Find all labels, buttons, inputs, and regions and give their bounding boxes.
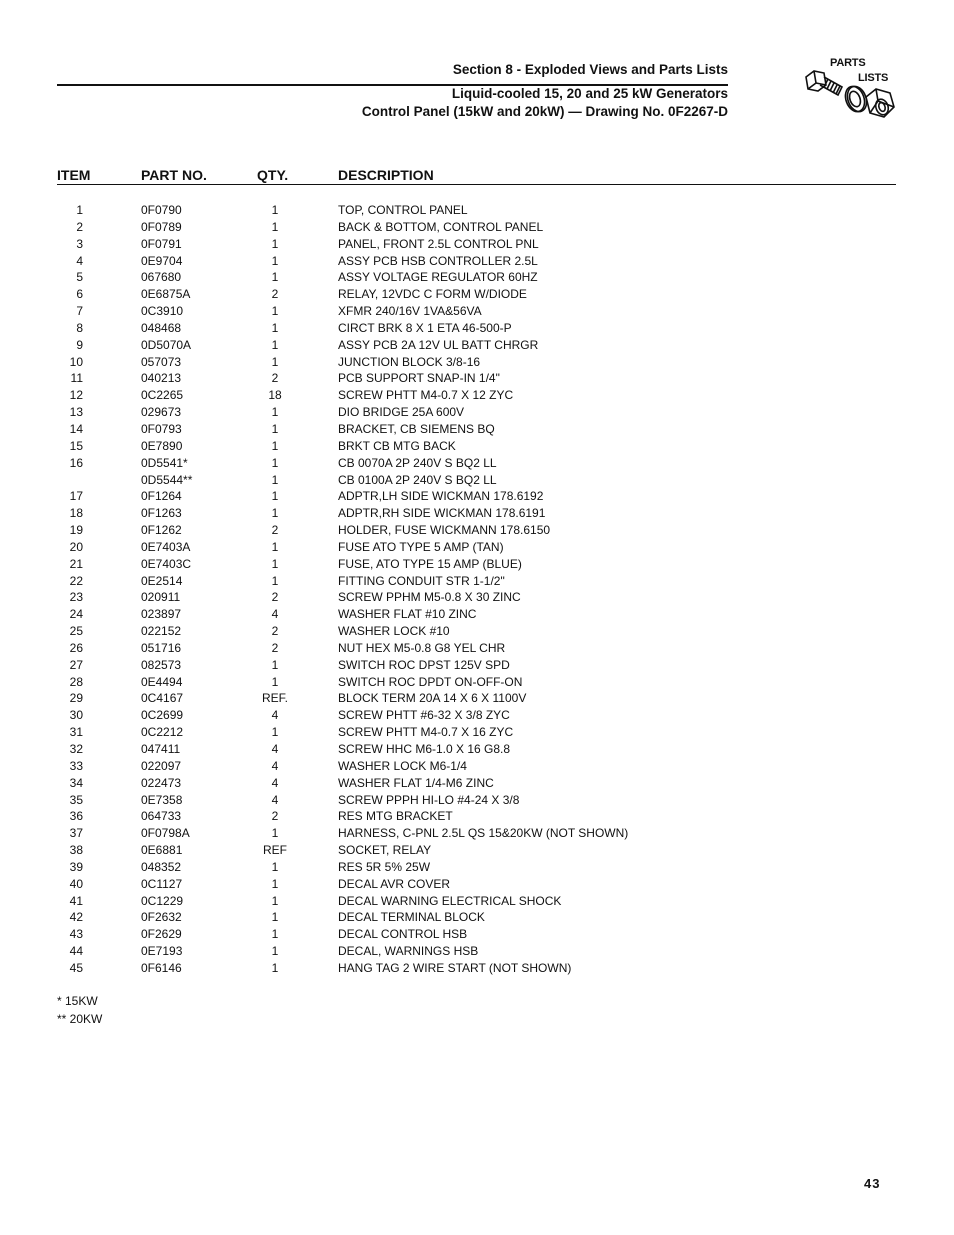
row-item-number: 27 xyxy=(69,657,83,672)
table-row xyxy=(0,370,954,387)
row-part-number: 0C2699 xyxy=(141,708,184,723)
page-number: 43 xyxy=(864,1176,881,1191)
row-description: TOP, CONTROL PANEL xyxy=(338,203,468,217)
row-description: WASHER FLAT #10 ZINC xyxy=(338,607,477,622)
logo-text-lists: LISTS xyxy=(858,72,889,84)
row-quantity: 1 xyxy=(271,573,279,588)
row-quantity: 1 xyxy=(271,489,279,504)
row-description: BLOCK TERM 20A 14 X 6 X 1100V xyxy=(338,691,527,706)
row-quantity: 1 xyxy=(271,960,279,975)
table-row xyxy=(0,589,954,606)
row-part-number: 0C4167 xyxy=(141,691,184,706)
row-part-number: 0F6146 xyxy=(141,960,182,975)
row-quantity: 1 xyxy=(271,876,279,891)
column-header-rule xyxy=(57,184,896,185)
row-quantity: 1 xyxy=(271,455,279,470)
row-part-number: 0F1264 xyxy=(141,489,182,504)
table-row xyxy=(0,674,954,691)
row-quantity: 4 xyxy=(271,792,279,807)
table-row xyxy=(0,303,954,320)
table-row xyxy=(0,387,954,404)
table-row xyxy=(0,505,954,522)
row-description: RES 5R 5% 25W xyxy=(338,859,431,874)
row-quantity: 1 xyxy=(271,219,279,234)
table-row xyxy=(0,320,954,337)
table-row xyxy=(0,606,954,623)
table-row xyxy=(0,909,954,926)
row-part-number: 0D5070A xyxy=(141,337,192,352)
row-quantity: 1 xyxy=(271,725,279,740)
table-row xyxy=(0,404,954,421)
row-part-number: 067680 xyxy=(141,270,182,285)
row-description: BRACKET, CB SIEMENS BQ xyxy=(338,421,495,436)
row-part-number: 0D5544** xyxy=(141,472,193,487)
table-row xyxy=(0,960,954,977)
row-item-number: 15 xyxy=(69,438,83,453)
row-quantity: 2 xyxy=(271,590,279,605)
row-description: BACK & BOTTOM, CONTROL PANEL xyxy=(338,219,544,234)
row-part-number: 0E4494 xyxy=(141,674,183,689)
row-quantity: 1 xyxy=(271,421,279,436)
row-quantity: 1 xyxy=(271,927,279,942)
row-description: PCB SUPPORT SNAP-IN 1/4" xyxy=(338,371,500,386)
row-item-number: 18 xyxy=(69,506,83,521)
row-quantity: 1 xyxy=(271,674,279,689)
row-description: DECAL AVR COVER xyxy=(338,876,451,891)
row-part-number: 0D5541* xyxy=(141,455,188,470)
row-item-number: 1 xyxy=(76,203,83,217)
row-quantity: 1 xyxy=(271,270,279,285)
row-quantity: 2 xyxy=(271,624,279,639)
table-row xyxy=(0,438,954,455)
table-row xyxy=(0,202,954,219)
row-quantity: 1 xyxy=(271,405,279,420)
row-description: HANG TAG 2 WIRE START (NOT SHOWN) xyxy=(338,960,572,975)
row-part-number: 029673 xyxy=(141,405,182,420)
row-quantity: 2 xyxy=(271,523,279,538)
table-row xyxy=(0,707,954,724)
row-quantity: 2 xyxy=(271,640,279,655)
column-header-description: DESCRIPTION xyxy=(338,167,434,183)
row-quantity: 1 xyxy=(271,657,279,672)
table-row xyxy=(0,286,954,303)
row-part-number: 020911 xyxy=(141,590,181,605)
row-part-number: 022152 xyxy=(141,624,182,639)
row-part-number: 0F0793 xyxy=(141,421,182,436)
row-item-number: 42 xyxy=(69,910,83,925)
column-header-qty: QTY. xyxy=(257,167,289,183)
row-part-number: 064733 xyxy=(141,809,182,824)
row-quantity: 1 xyxy=(271,556,279,571)
table-row xyxy=(0,859,954,876)
row-quantity: 1 xyxy=(271,304,279,319)
table-row xyxy=(0,792,954,809)
row-quantity: 4 xyxy=(271,742,279,756)
row-description: SCREW PHTT M4-0.7 X 12 ZYC xyxy=(338,388,514,403)
row-description: RELAY, 12VDC C FORM W/DIODE xyxy=(338,287,527,302)
row-description: SCREW HHC M6-1.0 X 16 G8.8 xyxy=(338,742,511,756)
row-part-number: 023897 xyxy=(141,607,182,622)
row-item-number: 20 xyxy=(69,539,83,554)
row-item-number: 3 xyxy=(76,236,83,251)
table-row xyxy=(0,943,954,960)
row-description: SCREW PPHM M5-0.8 X 30 ZINC xyxy=(338,590,521,605)
row-item-number: 5 xyxy=(76,270,83,285)
row-item-number: 23 xyxy=(69,590,83,605)
row-item-number: 14 xyxy=(69,421,83,436)
row-item-number: 4 xyxy=(76,253,83,268)
table-row xyxy=(0,354,954,371)
table-row xyxy=(0,488,954,505)
row-description: WASHER LOCK #10 xyxy=(338,624,450,639)
row-item-number: 44 xyxy=(69,944,83,959)
table-row xyxy=(0,472,954,489)
row-item-number: 36 xyxy=(69,809,83,824)
row-quantity: 1 xyxy=(271,438,279,453)
row-description: ASSY PCB 2A 12V UL BATT CHRGR xyxy=(338,337,539,352)
row-item-number: 35 xyxy=(69,792,83,807)
row-item-number: 26 xyxy=(69,640,83,655)
row-description: CB 0070A 2P 240V S BQ2 LL xyxy=(338,455,497,470)
row-part-number: 0E6881 xyxy=(141,843,183,858)
row-description: NUT HEX M5-0.8 G8 YEL CHR xyxy=(338,640,506,655)
row-part-number: 0F2632 xyxy=(141,910,182,925)
table-row xyxy=(0,455,954,472)
row-part-number: 082573 xyxy=(141,657,182,672)
row-item-number: 22 xyxy=(69,573,83,588)
row-description: WASHER LOCK M6-1/4 xyxy=(338,758,467,773)
row-quantity: 1 xyxy=(271,944,279,959)
table-row xyxy=(0,219,954,236)
row-description: DECAL WARNING ELECTRICAL SHOCK xyxy=(338,893,562,908)
table-row xyxy=(0,556,954,573)
table-row xyxy=(0,421,954,438)
row-description: SCREW PHTT M4-0.7 X 16 ZYC xyxy=(338,725,514,740)
row-quantity: REF. xyxy=(261,691,288,706)
section-title: Section 8 - Exploded Views and Parts Lists xyxy=(452,62,728,77)
row-quantity: 1 xyxy=(271,337,279,352)
row-description: ASSY VOLTAGE REGULATOR 60HZ xyxy=(338,270,538,285)
row-description: FUSE, ATO TYPE 15 AMP (BLUE) xyxy=(338,556,522,571)
row-item-number: 9 xyxy=(76,337,83,352)
row-item-number: 30 xyxy=(69,708,83,723)
row-description: JUNCTION BLOCK 3/8-16 xyxy=(338,354,481,369)
row-part-number: 0C2212 xyxy=(141,725,184,740)
row-item-number: 25 xyxy=(69,624,83,639)
row-description: SWITCH ROC DPDT ON-OFF-ON xyxy=(338,674,523,689)
row-quantity: 2 xyxy=(271,287,279,302)
row-item-number: 38 xyxy=(69,843,83,858)
row-item-number: 40 xyxy=(69,876,83,891)
row-item-number: 17 xyxy=(69,489,83,504)
table-row xyxy=(0,236,954,253)
row-part-number: 0C1127 xyxy=(141,876,183,891)
row-part-number: 0E9704 xyxy=(141,253,183,268)
row-part-number: 048468 xyxy=(141,320,182,335)
row-item-number: 29 xyxy=(69,691,83,706)
row-quantity: 18 xyxy=(268,388,282,403)
row-part-number: 022473 xyxy=(141,775,182,790)
row-quantity: 4 xyxy=(271,708,279,723)
row-item-number: 45 xyxy=(69,960,83,975)
row-part-number: 040213 xyxy=(141,371,182,386)
row-item-number: 12 xyxy=(69,388,83,403)
column-header-item: ITEM xyxy=(57,167,91,183)
row-quantity: 1 xyxy=(271,506,279,521)
row-item-number: 21 xyxy=(69,556,83,571)
row-item-number: 24 xyxy=(69,607,83,622)
table-row xyxy=(0,657,954,674)
row-quantity: 1 xyxy=(271,236,279,251)
table-row xyxy=(0,758,954,775)
row-description: DECAL TERMINAL BLOCK xyxy=(338,910,485,925)
row-description: XFMR 240/16V 1VA&56VA xyxy=(338,304,482,319)
row-description: CIRCT BRK 8 X 1 ETA 46-500-P xyxy=(338,320,512,335)
row-part-number: 0C2265 xyxy=(141,388,184,403)
row-part-number: 022097 xyxy=(141,758,182,773)
row-item-number: 2 xyxy=(76,219,83,234)
row-quantity: 1 xyxy=(271,253,279,268)
row-description: ADPTR,RH SIDE WICKMAN 178.6191 xyxy=(338,506,546,521)
row-quantity: 2 xyxy=(271,809,279,824)
row-quantity: 4 xyxy=(271,758,279,773)
row-item-number: 32 xyxy=(69,742,83,756)
row-description: WASHER FLAT 1/4-M6 ZINC xyxy=(338,775,494,790)
parts-table-body xyxy=(0,202,954,977)
row-description: HARNESS, C-PNL 2.5L QS 15&20KW (NOT SHOWN) xyxy=(338,826,629,841)
table-row xyxy=(0,876,954,893)
row-item-number: 7 xyxy=(76,304,83,319)
row-part-number: 0E7403A xyxy=(141,539,191,554)
table-row xyxy=(0,741,954,758)
row-description: RES MTG BRACKET xyxy=(338,809,453,824)
table-row xyxy=(0,775,954,792)
row-item-number: 11 xyxy=(70,371,83,386)
row-part-number: 0E7358 xyxy=(141,792,183,807)
row-description: ASSY PCB HSB CONTROLLER 2.5L xyxy=(338,253,538,268)
table-row xyxy=(0,522,954,539)
row-part-number: 0F0798A xyxy=(141,826,190,841)
document-subtitle: Liquid-cooled 15, 20 and 25 kW Generators xyxy=(451,86,728,101)
table-row xyxy=(0,253,954,270)
row-description: DECAL, WARNINGS HSB xyxy=(338,944,479,959)
row-quantity: 1 xyxy=(271,203,279,217)
table-row xyxy=(0,842,954,859)
row-part-number: 0E7403C xyxy=(141,556,192,571)
column-header-part-no: PART NO. xyxy=(141,167,207,183)
row-description: DECAL CONTROL HSB xyxy=(338,927,468,942)
row-part-number: 051716 xyxy=(141,640,182,655)
table-row xyxy=(0,269,954,286)
row-item-number: 33 xyxy=(69,758,83,773)
row-item-number: 19 xyxy=(69,523,83,538)
row-description: PANEL, FRONT 2.5L CONTROL PNL xyxy=(338,236,539,251)
row-description: BRKT CB MTG BACK xyxy=(338,438,456,453)
row-item-number: 41 xyxy=(69,893,83,908)
row-part-number: 0F0791 xyxy=(141,236,182,251)
row-item-number: 28 xyxy=(69,674,83,689)
parts-lists-logo xyxy=(800,55,900,130)
row-part-number: 0E6875A xyxy=(141,287,191,302)
row-description: SCREW PHTT #6-32 X 3/8 ZYC xyxy=(338,708,510,723)
row-quantity: 4 xyxy=(271,607,279,622)
row-part-number: 0E7193 xyxy=(141,944,183,959)
row-item-number: 37 xyxy=(69,826,83,841)
table-row xyxy=(0,893,954,910)
table-row xyxy=(0,690,954,707)
row-item-number: 13 xyxy=(69,405,83,420)
footnote-15kw: * 15KW xyxy=(57,994,98,1008)
row-item-number: 8 xyxy=(76,320,83,335)
row-part-number: 0C3910 xyxy=(141,304,184,319)
row-item-number: 16 xyxy=(69,455,83,470)
row-quantity: REF xyxy=(263,843,287,858)
table-row xyxy=(0,573,954,590)
table-row xyxy=(0,337,954,354)
row-part-number: 0F0790 xyxy=(141,203,182,217)
row-part-number: 0E2514 xyxy=(141,573,183,588)
row-part-number: 057073 xyxy=(141,354,182,369)
row-quantity: 2 xyxy=(271,371,279,386)
row-quantity: 1 xyxy=(271,539,279,554)
row-quantity: 1 xyxy=(271,320,279,335)
logo-text-parts: PARTS xyxy=(830,57,866,69)
table-row xyxy=(0,724,954,741)
table-row xyxy=(0,623,954,640)
row-description: SOCKET, RELAY xyxy=(338,843,432,858)
row-quantity: 1 xyxy=(271,893,279,908)
row-description: ADPTR,LH SIDE WICKMAN 178.6192 xyxy=(338,489,544,504)
row-description: FUSE ATO TYPE 5 AMP (TAN) xyxy=(338,539,504,554)
row-part-number: 0C1229 xyxy=(141,893,184,908)
row-description: CB 0100A 2P 240V S BQ2 LL xyxy=(338,472,497,487)
table-row xyxy=(0,539,954,556)
row-item-number: 34 xyxy=(69,775,83,790)
footnote-20kw: ** 20KW xyxy=(57,1012,103,1026)
row-quantity: 1 xyxy=(271,472,279,487)
table-row xyxy=(0,926,954,943)
table-row xyxy=(0,808,954,825)
row-description: FITTING CONDUIT STR 1-1/2" xyxy=(338,573,505,588)
row-part-number: 0F2629 xyxy=(141,927,182,942)
row-part-number: 0F0789 xyxy=(141,219,182,234)
row-quantity: 4 xyxy=(271,775,279,790)
drawing-title: Control Panel (15kW and 20kW) — Drawing No. 0F2267-D xyxy=(361,104,728,119)
row-description: HOLDER, FUSE WICKMANN 178.6150 xyxy=(338,523,551,538)
row-quantity: 1 xyxy=(271,826,279,841)
row-item-number: 10 xyxy=(69,354,83,369)
row-description: SWITCH ROC DPST 125V SPD xyxy=(338,657,510,672)
row-item-number: 39 xyxy=(69,859,83,874)
row-part-number: 047411 xyxy=(141,742,181,756)
row-part-number: 0F1263 xyxy=(141,506,182,521)
table-row xyxy=(0,825,954,842)
row-part-number: 048352 xyxy=(141,859,182,874)
row-description: DIO BRIDGE 25A 600V xyxy=(338,405,465,420)
row-part-number: 0E7890 xyxy=(141,438,183,453)
row-quantity: 1 xyxy=(271,859,279,874)
row-quantity: 1 xyxy=(271,910,279,925)
row-quantity: 1 xyxy=(271,354,279,369)
table-row xyxy=(0,640,954,657)
row-item-number: 6 xyxy=(76,287,83,302)
row-part-number: 0F1262 xyxy=(141,523,182,538)
row-description: SCREW PPPH HI-LO #4-24 X 3/8 xyxy=(338,792,520,807)
row-item-number: 43 xyxy=(69,927,83,942)
row-item-number: 31 xyxy=(69,725,83,740)
